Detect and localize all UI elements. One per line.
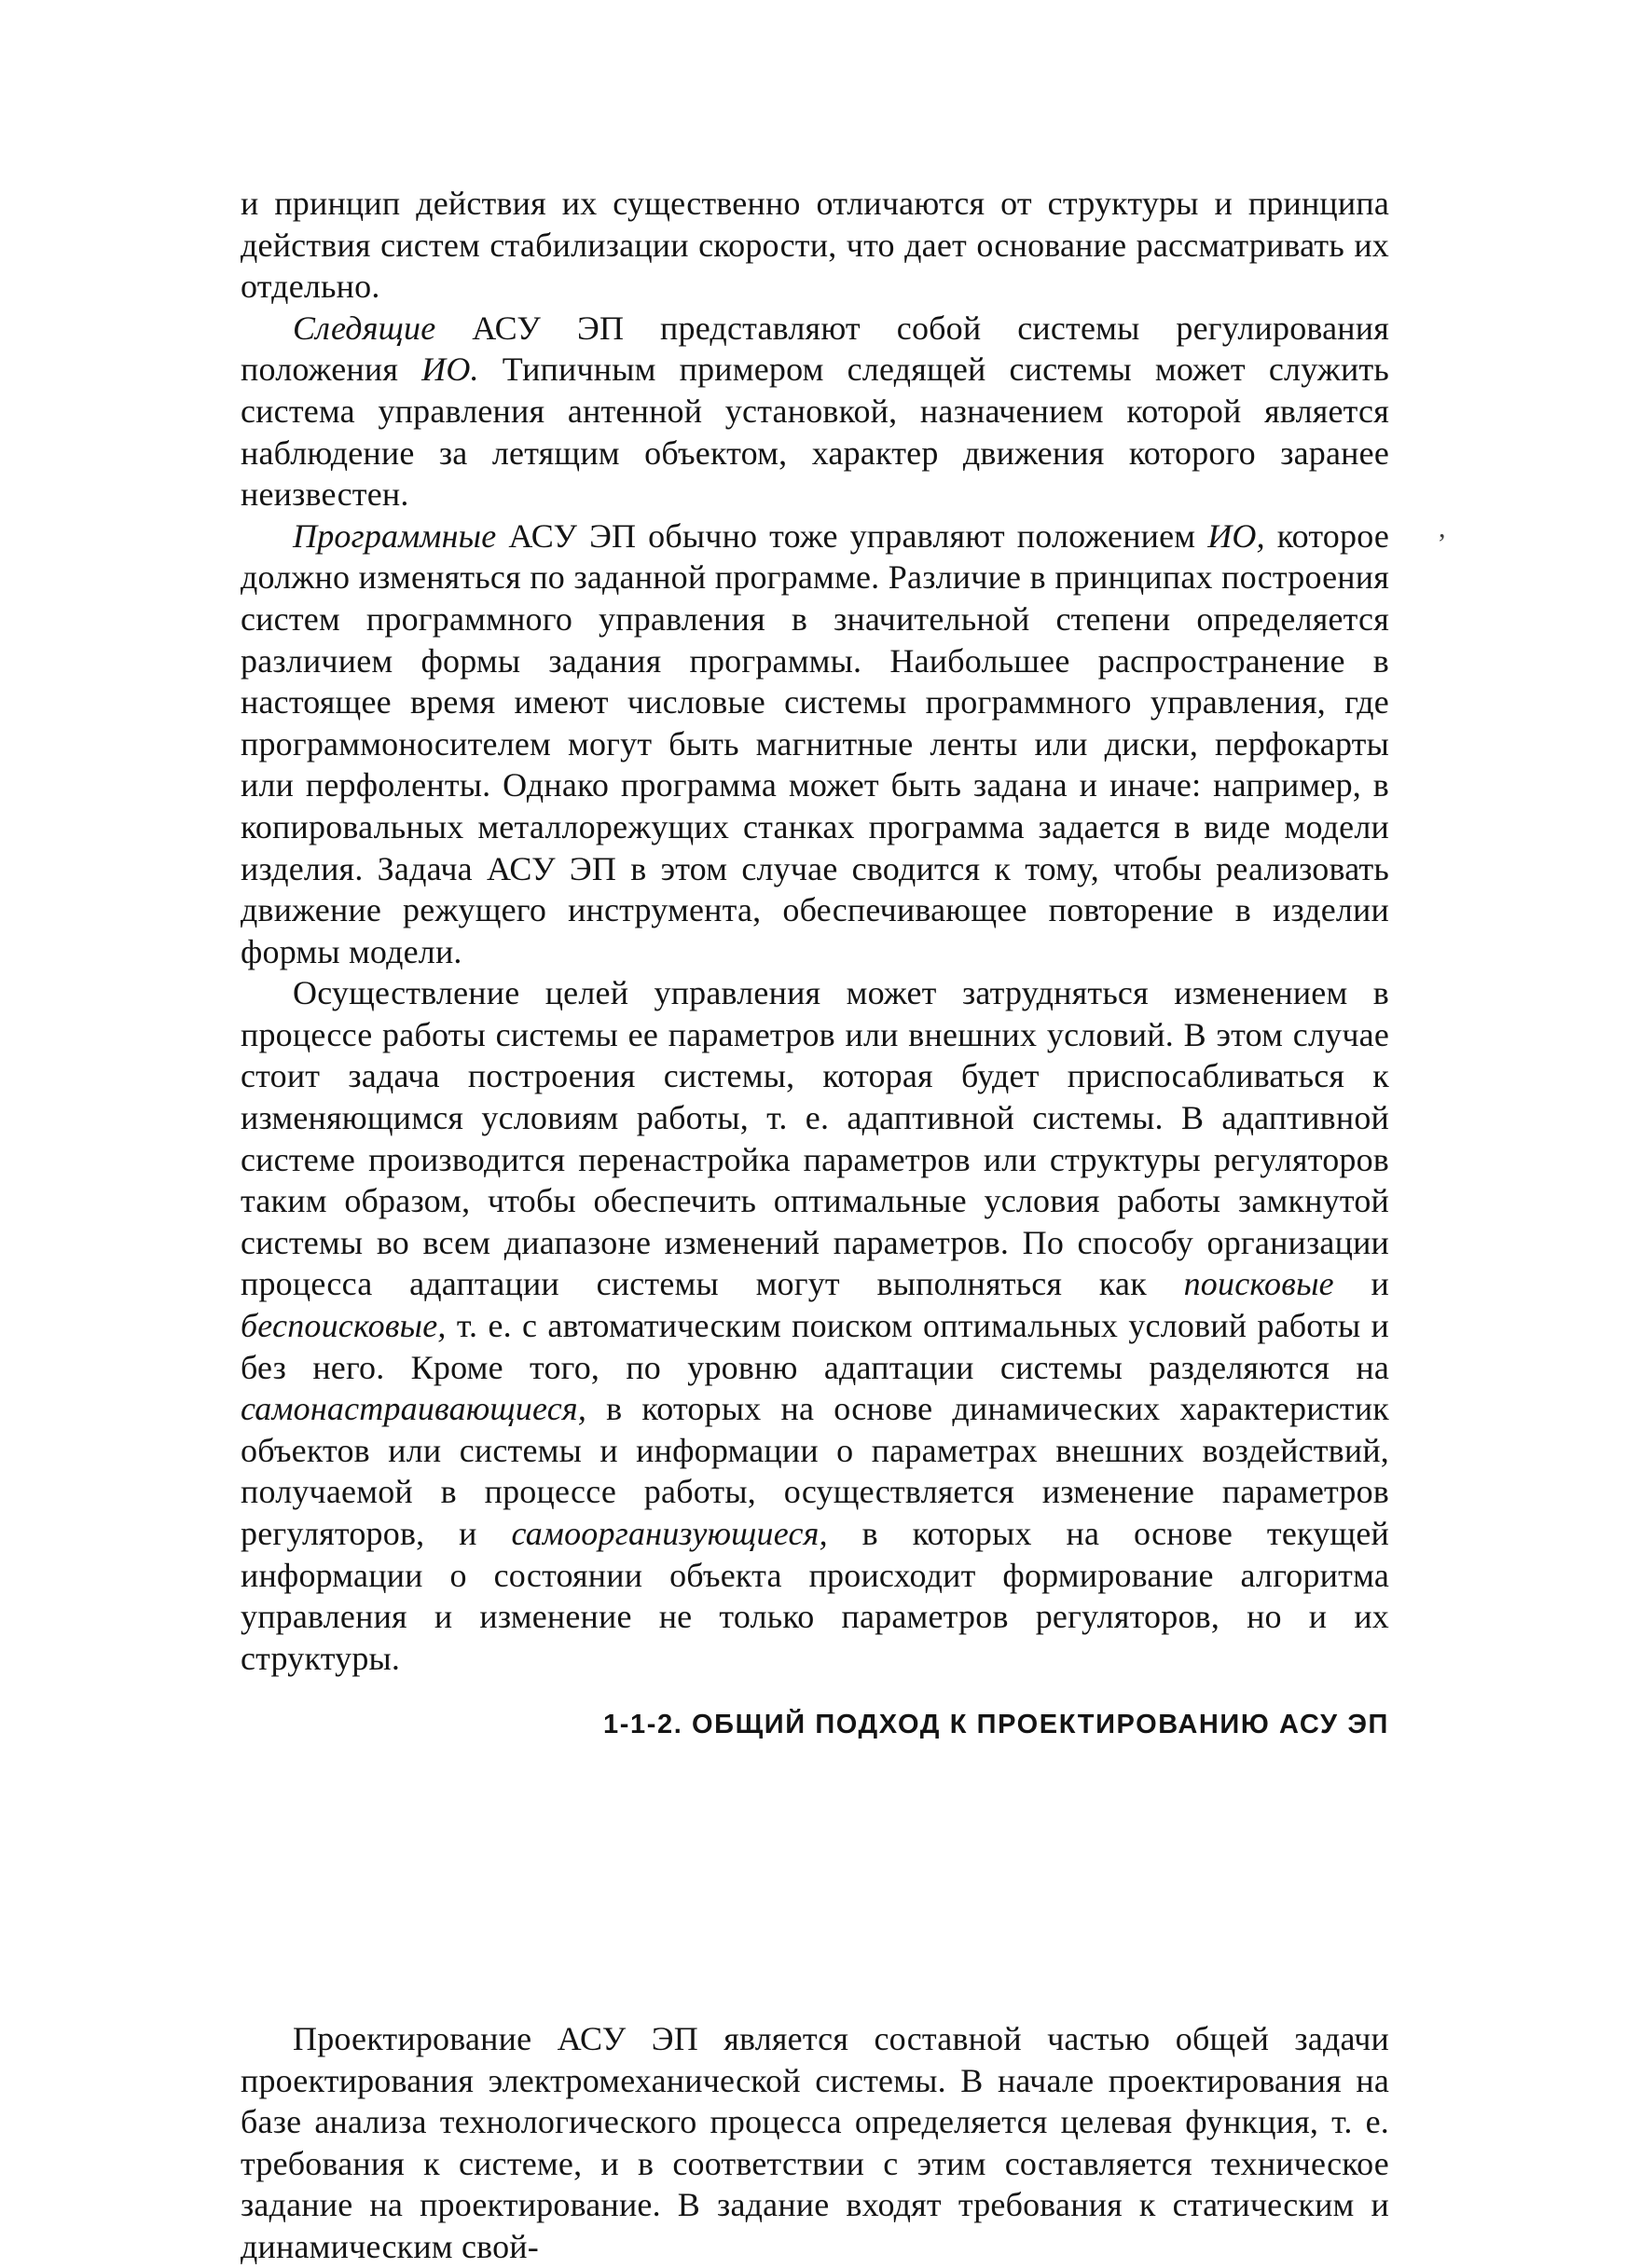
paragraph-segment: и: [1333, 1265, 1389, 1303]
paragraph-segment: Проектирование АСУ ЭП является составной частью общей задачи проектирования электромеханической системы. В начале проектирования на базе анализа технологического процесса определяется целевая функция, т. е. требования к системе, и в соответствии с этим составляется техническое задание на проектирование. В задание входят требования к статическим и динамическим свой-: [241, 2020, 1389, 2265]
body-text-top: [241, 183, 1389, 1679]
section-heading: 1-1-2. ОБЩИЙ ПОДХОД К ПРОЕКТИРОВАНИЮ АСУ ЭП: [603, 1710, 1389, 1739]
margin-mark: ,: [1439, 513, 1446, 543]
paragraph-continuation: [241, 183, 1389, 308]
term-italic: Программные: [293, 516, 497, 555]
paragraph-segment: АСУ ЭП представляют собой системы регулирования положения: [241, 309, 1389, 389]
paragraph-segment: Осуществление целей управления может затрудняться изменением в процессе работы системы ее параметров или внешних условий. В этом случае стоит задача построения системы, которая будет приспосабливаться к изменяющимся условиям работы, т. е. адаптивной системы. В адаптивной системе производится перенастройка параметров или структуры регуляторов таким образом, чтобы обеспечить оптимальные условия работы замкнутой системы во всем диапазоне изменений параметров. По способу организации процесса адаптации системы могут выполняться как: [241, 974, 1389, 1303]
paragraph-adaptive-systems: [241, 972, 1389, 1679]
body-text-bottom: [241, 2018, 1389, 2268]
term-italic: самоорганизующиеся,: [511, 1515, 828, 1552]
term-italic: ИО,: [1207, 516, 1265, 555]
paragraph-design-approach: [241, 2018, 1389, 2268]
paragraph-segment: т. е. с автоматическим поиском оптимальных условий работы и без него. Кроме того, по уровню адаптации системы разделяются на: [241, 1307, 1389, 1386]
paragraph-segment: АСУ ЭП обычно тоже управляют положением: [496, 516, 1208, 555]
term-italic: беспоисковые,: [241, 1307, 447, 1345]
paragraph-program-systems: [241, 515, 1389, 973]
paragraph-segment: которое должно изменяться по заданной программе. Различие в принципах построения систем программного управления в значительной степени определяется различием формы задания программы. Наибольшее распространение в настоящее время имеют числовые системы программного управления, где программоносителем могут быть магнитные ленты или диски, перфокарты или перфоленты. Однако программа может быть задана и иначе: например, в копировальных металлорежущих станках программа задается в виде модели изделия. Задача АСУ ЭП в этом случае сводится к тому, чтобы реализовать движение режущего инструмента, обеспечивающее повторение в изделии формы модели.: [241, 516, 1390, 970]
term-italic: Следящие: [293, 309, 436, 347]
paragraph-tracking-systems: [241, 308, 1389, 515]
paragraph-segment: Типичным примером следящей системы может служить система управления антенной установкой, назначением которой является наблюдение за летящим объектом, характер движения которого заранее неизвестен.: [241, 351, 1390, 514]
term-italic: ИО.: [421, 351, 479, 389]
paragraph-segment: в которых на основе динамических характеристик объектов или системы и информации о параметрах внешних воздействий, получаемой в процессе работы, осуществляется изменение параметров регуляторов, и: [241, 1390, 1389, 1552]
paragraph-segment: в которых на основе текущей информации о состоянии объекта происходит формирование алгоритма управления и изменение не только параметров регуляторов, но и их структуры.: [241, 1515, 1389, 1677]
term-italic: поисковые: [1183, 1265, 1334, 1303]
term-italic: самонастраивающиеся,: [241, 1390, 587, 1428]
paragraph-segment: и принцип действия их существенно отличаются от структуры и принципа действия систем стабилизации скорости, что дает основание рассматривать их отдельно.: [241, 185, 1389, 306]
